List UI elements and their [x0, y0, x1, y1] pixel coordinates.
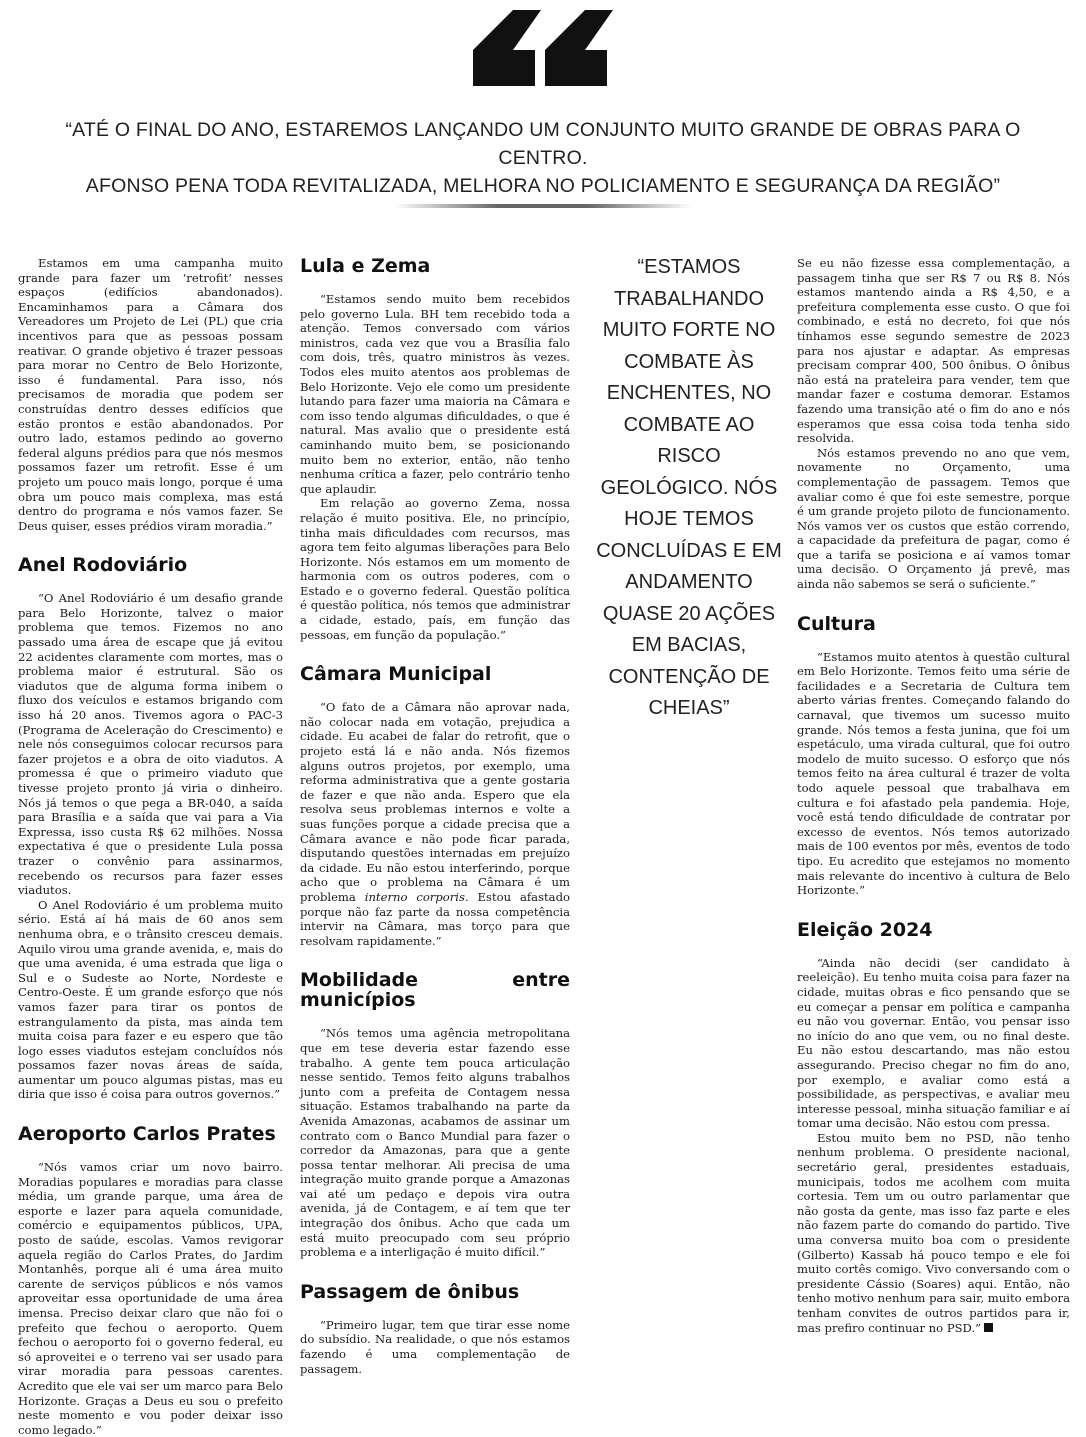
section-heading-cultura: Cultura [797, 612, 876, 635]
section-heading-passagem: Passagem de ônibus [300, 1280, 520, 1303]
lula-paragraph-1: “Estamos sendo muito bem recebidos pelo governo Lula. BH tem recebido toda a atenção. Temos conversado com vários ministros, cada vez que vou a Brasília falo com dois, três, quatro ministros às vezes. Todos eles muito atentos aos problemas de Belo Horizonte. Vejo ele como um presidente lutando para fazer uma maioria na Câmara e com isso tendo algumas dificuldades, o que é natural. Mas avalio que o presidente está caminhando muito bem, se posicionando muito bem no exterior, então, não tenho nenhuma crítica a fazer, pelo contrário tenho que aplaudir. [300, 292, 570, 496]
passagem-paragraph-1: “Primeiro lugar, tem que tirar esse nome do subsídio. Na realidade, o que nós estamos fazendo é uma complementação de passagem. [300, 1317, 570, 1376]
section-heading-aeroporto: Aeroporto Carlos Prates [18, 1123, 276, 1146]
anel-paragraph-1: “O Anel Rodoviário é um desafio grande para Belo Horizonte, talvez o maior problema que temos. Fizemos no ano passado uma área de escape que já evitou 22 acidentes claramente com mortes, mas o problema maior é estrutural. São os viadutos que de alguma forma inibem o fluxo dos veículos e estamos brigando com isso há 20 anos. Tivemos agora o PAC-3 (Programa de Aceleração do Crescimento) e nele nós conseguimos colocar recursos para fazer projetos e a obra de oito viadutos. A promessa é que o primeiro viaduto que tivesse projeto pronto já viria o dinheiro. Nós já temos o que pega a BR-040, a saída para Brasília e a saída que vai para a Via Expressa, isso custa R$ 62 milhões. Nossa expectativa é que o presidente Lula possa trazer o convênio para assinarmos, recebendo os recursos para fazer esses viadutos. [18, 591, 283, 898]
section-heading-mobilidade: Mobilidade entre municípios [300, 969, 570, 1012]
mobilidade-paragraph: “Nós temos uma agência metropolitana que em tese deveria estar fazendo esse trabalho. A gente tem pouca articulação nesse sentido. Temos feito alguns trabalhos junto com a prefeita de Contagem nessa situação. Estamos trabalhando na parte da Avenida Amazonas, acabamos de assinar um contrato com o Banco Mundial para fazer o corredor da Amazonas, para que a gente possa tentar melhorar. Ali precisa de uma integração muito grande porque a Amazonas vai até um pedaço e depois vira outra avenida, já de Contagem, e aí tem que ter integração dos ônibus. Acho que cada um está muito preocupado com seu próprio problema e a interligação é muito difícil.” [300, 1026, 570, 1260]
headline-line-2: AFONSO PENA TODA REVITALIZADA, MELHORA NO POLICIAMENTO E SEGURANÇA DA REGIÃO” [85, 175, 1001, 197]
camara-paragraph [300, 700, 570, 948]
lula-paragraph-2: Em relação ao governo Zema, nossa relação é muito positiva. Ele, no princípio, tinha mais dificuldades com recursos, mas agora tem feito algumas liberações para Belo Horizonte. Nós estamos em um momento de harmonia com os outros poderes, com o Estado e o governo federal. Questão política é questão política, nós temos que administrar a cidade, estado, país, em função das pessoas, em função da população.” [300, 496, 570, 642]
eleicao-text-2: Estou muito bem no PSD, não tenho nenhum problema. O presidente nacional, secretário geral, presidentes estaduais, municipais, todos me acolhem com muita cortesia. Tem um ou outro parlamentar que não gosta da gente, mas isso faz parte e eles não fazem parte do comando do partido. Tive uma conversa muito boa com o presidente (Gilberto) Kassab há pouco tempo e ele foi muito cortês comigo. Vivo conversando com o presidente Cássio (Soares) aqui. Então, não tenho motivo nenhum para sair, muito embora tenham convites de outros partidos para ir, mas prefiro continuar no PSD.” [797, 1130, 1070, 1335]
column-4 [797, 256, 1070, 1335]
column-1 [18, 256, 283, 1437]
camara-text-b: . Estou afastado porque não faz parte da nossa competência intervir na Câmara, mas torço para que resolvam rapidamente.” [300, 889, 570, 948]
cultura-paragraph: “Estamos muito atentos à questão cultural em Belo Horizonte. Temos feito uma série de facilidades e a Secretaria de Cultura tem aberto várias frentes. Começando falando do carnaval, que tivemos um sucesso muito grande. Nós temos a festa junina, que foi um espetáculo, uma virada cultural, que foi outro modelo de muito sucesso. O esforço que nós temos feito na área cultural é trazer de volta todo aquele pessoal que trabalhava em cultura e foi afastado pela pandemia. Hoje, você está tendo dificuldade de contratar por excesso de eventos. Nós temos autorizado mais de 100 eventos por mês, eventos de todo tipo. Eu acredito que estejamos no momento mais relevante do incentivo à cultura de Belo Horizonte.” [797, 649, 1070, 898]
anel-paragraph-2: O Anel Rodoviário é um problema muito sério. Está aí há mais de 60 anos sem nenhuma obra, e o trânsito cresceu demais. Aquilo virou uma grande avenida, e, mais do que uma avenida, é uma estrada que liga o Sul e o Sudeste ao Norte, Nordeste e Centro-Oeste. É um grande esforço que nós vamos fazer para tirar os pontos de estrangulamento da pista, mas ainda tem muita coisa para fazer e eu espero que tão logo esses viadutos estejam concluídos nós possamos fazer novas áreas de saída, aumentar um pouco algumas pistas, mas eu diria que isso é coisa para outros governos.” [18, 897, 283, 1102]
section-heading-lula-zema: Lula e Zema [300, 255, 431, 277]
opening-quote-icon [473, 10, 613, 86]
intro-paragraph: Estamos em uma campanha muito grande para fazer um ‘retrofit’ nesses espaços (edifícios abandonados). Encaminhamos para a Câmara dos Vereadores um Projeto de Lei (PL) que cria incentivos para que as pessoas possam reativar. O grande objetivo é trazer pessoas para morar no Centro de Belo Horizonte, isso é fundamental. Para isso, nós precisamos de moradia que podem ser construídas dentro desses edifícios que estão prontos e estão abandonados. Por outro lado, estamos pedindo ao governo federal alguns prédios para que nós mesmos possamos fazer um retrofit. Esse é um projeto um pouco mais longo, porque é uma obra um pouco mais complexa, mas está dentro do programa e nós vamos fazer. Se Deus quiser, esses prédios viram moradia.” [18, 256, 283, 533]
aeroporto-paragraph: “Nós vamos criar um novo bairro. Moradias populares e moradias para classe média, um grande parque, uma área de esporte e lazer para aquela comunidade, comércio e equipamentos públicos, UPA, posto de saúde, escolas. Vamos revigorar aquela região do Carlos Prates, do Jardim Montanhês, porque ali é uma área muito carente de serviços públicos e nós vamos aproveitar essa oportunidade de uma área imensa. Preciso deixar claro que não foi o prefeito que fechou o aeroporto. Quem fechou o aeroporto foi o governo federal, eu só aproveitei e o terreno vai ser usado para virar moradia para pessoas carentes. Acredito que ele vai ser um marco para Belo Horizonte. Graças a Deus eu sou o prefeito neste momento e vou poder deixar isso como legado.” [18, 1160, 283, 1437]
headline-quote [40, 116, 1046, 200]
headline-line-1: “ATÉ O FINAL DO ANO, ESTAREMOS LANÇANDO UM CONJUNTO MUITO GRANDE DE OBRAS PARA O CENTRO. [65, 119, 1021, 169]
camara-text-a: “O fato de a Câmara não aprovar nada, não colocar nada em votação, prejudica a cidade. Eu acabei de falar do retrofit, que o projeto está lá e não anda. Nós fizemos alguns outros projetos, por exemplo, uma reforma administrativa que a gente gostaria de fazer e que não anda. Espero que ela resolva seus problemas internos e volte a suas funções porque a cidade precisa que a Câmara avance e não pode ficar parada, disputando questões internadas em prejuízo da cidade. Eu não estou interferindo, porque acho que o problema na Câmara é um problema [300, 700, 570, 904]
section-heading-camara: Câmara Municipal [300, 663, 492, 686]
eleicao-paragraph-1: “Ainda não decidi (ser candidato à reeleição). Eu tenho muita coisa para fazer na cidade, muitas obras e fico pensando que se eu começar a pensar em política e campanha eu não vou governar. Então, vou pensar isso no início do ano que vem, ou no final deste. Eu não estou descartando, mas não estou assegurando. Preciso chegar no fim do ano, por exemplo, e avaliar como está a possibilidade, as perspectivas, e avaliar meu interesse pessoal, minha situação familiar e aí tomar uma decisão. Não estou com pressa. [797, 955, 1070, 1131]
passagem-paragraph-3: Nós estamos prevendo no ano que vem, novamente no Orçamento, uma complementação de passagem. Temos que avaliar como é que foi este semestre, porque é um grande projeto piloto de funcionamento. Nós vamos ver os custos que estão correndo, a capacidade da prefeitura de pagar, como é que a tarifa se posiciona e aí vamos tomar uma decisão. O Orçamento já prevê, mas ainda não sabemos se será o suficiente.” [797, 445, 1070, 592]
column-2 [300, 256, 570, 1376]
section-heading-anel: Anel Rodoviário [18, 554, 188, 577]
camara-italic-term: interno corporis [364, 889, 465, 904]
section-heading-eleicao: Eleição 2024 [797, 918, 933, 941]
headline-divider [394, 204, 692, 208]
pull-quote: “ESTAMOS TRABALHANDO MUITO FORTE NO COMBATE ÀS ENCHENTES, NO COMBATE AO RISCO GEOLÓGICO. NÓS HOJE TEMOS CONCLUÍDAS E EM ANDAMENTO QUASE 20 AÇÕES EM BACIAS, CONTENÇÃO DE CHEIAS” [596, 256, 782, 719]
end-of-article-mark [984, 1323, 993, 1332]
eleicao-paragraph-2 [797, 1131, 1070, 1335]
passagem-paragraph-2: Se eu não fizesse essa complementação, a passagem tinha que ser R$ 7 ou R$ 8. Nós estamos mantendo ainda a R$ 4,50, e a prefeitura complementa esse custo. O que foi combinado, e está no decreto, foi que nós tínhamos esse segundo semestre de 2023 para nos ajustar e adaptar. As empresas precisam comprar 400, 500 ônibus. O ônibus não está na prateleira para vender, tem que mandar fazer e costuma demorar. Estamos fazendo uma transição até o fim do ano e nós esperamos que essa coisa toda tenha sido resolvida. [797, 256, 1070, 446]
